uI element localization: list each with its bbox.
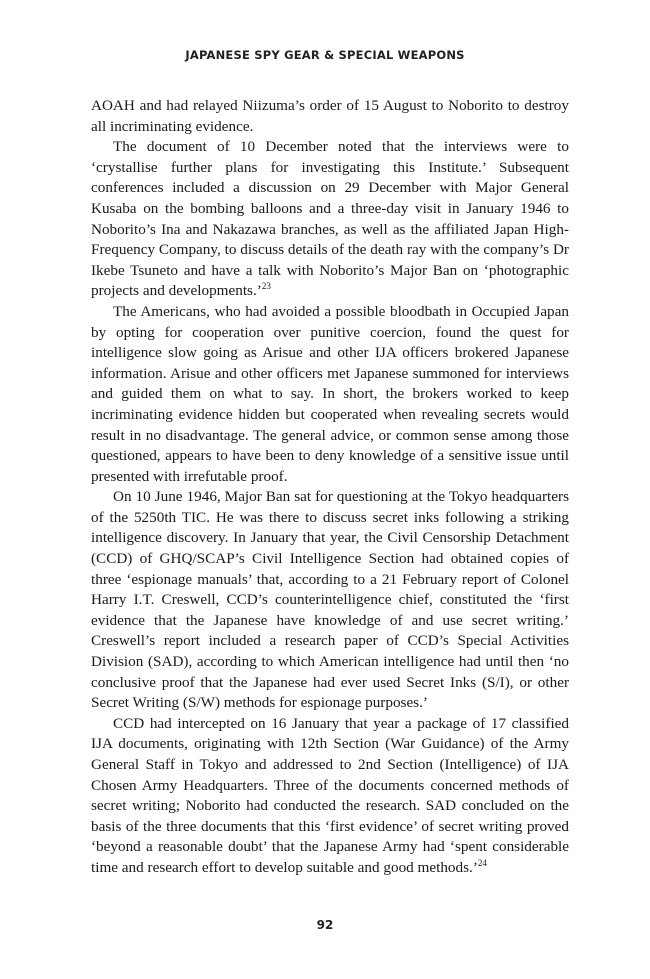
body-text <box>91 96 569 879</box>
paragraph-5 <box>91 714 569 879</box>
paragraph-1 <box>91 96 569 137</box>
page-number: 92 <box>316 918 334 932</box>
paragraph-text: AOAH and had relayed Niizuma’s order of 15 August to Noborito to destroy all incriminating evidence. <box>91 97 569 135</box>
paragraph-2 <box>91 137 569 302</box>
paragraph-text: The Americans, who had avoided a possible bloodbath in Occupied Japan by opting for cooperation over punitive coercion, found the quest for intelligence slow going as Arisue and other IJA officers brokered Japanese information. Arisue and other officers met Japanese summoned for interviews and guided them on what to say. In short, the brokers worked to keep incriminating evidence hidden but cooperated when revealing secrets would result in no disadvantage. The general advice, or common sense among those questioned, appears to have been to deny knowledge of a sensitive issue until presented with irrefutable proof. <box>91 302 569 485</box>
paragraph-text: On 10 June 1946, Major Ban sat for questioning at the Tokyo headquarters of the 5250th TIC. He was there to discuss secret inks following a striking intelligence discovery. In January that year, the Civil Censorship Detachment (CCD) of GHQ/SCAP’s Civil Intelligence Section had obtained copies of three ‘espionage manuals’ that, according to a 21 February report of Colonel Harry I.T. Creswell, CCD’s counterintelligence chief, constituted the ‘first evidence that the Japanese have knowledge of and use secret writing.’ Creswell’s report included a research paper of CCD’s Special Activities Division (SAD), according to which American intelligence had until then ‘no conclusive proof that the Japanese had ever used Secret Inks (S/I), or other Secret Writing (S/W) methods for espionage purposes.’ <box>91 488 569 712</box>
paragraph-3 <box>91 302 569 487</box>
footnote-marker: 23 <box>261 281 271 292</box>
paragraph-text: The document of 10 December noted that the interviews were to ‘crystallise further plans for investigating this Institute.’ Subsequent conferences included a discussion on 29 December with Major General Kusaba on the bombing balloons and a three-day visit in January 1946 to Noborito’s Ina and Nakazawa branches, as well as the affiliated Japan High-Frequency Company, to discuss details of the death ray with the company’s Dr Ikebe Tsuneto and have a talk with Noborito’s Major Ban on ‘photographic projects and developments.’ <box>91 138 569 300</box>
footnote-marker: 24 <box>477 857 487 868</box>
paragraph-text: CCD had intercepted on 16 January that year a package of 17 classified IJA documents, originating with 12th Section (War Guidance) of the Army General Staff in Tokyo and addressed to 2nd Section (Intelligence) of IJA Chosen Army Headquarters. Three of the documents concerned methods of secret writing; Noborito had conducted the research. SAD concluded on the basis of the three documents that this ‘first evidence’ of secret writing proved ‘beyond a reasonable doubt’ that the Japanese Army had ‘spent considerable time and research effort to develop suitable and good methods.’ <box>91 714 569 876</box>
running-head: JAPANESE SPY GEAR & SPECIAL WEAPONS <box>185 48 465 62</box>
paragraph-4 <box>91 487 569 714</box>
